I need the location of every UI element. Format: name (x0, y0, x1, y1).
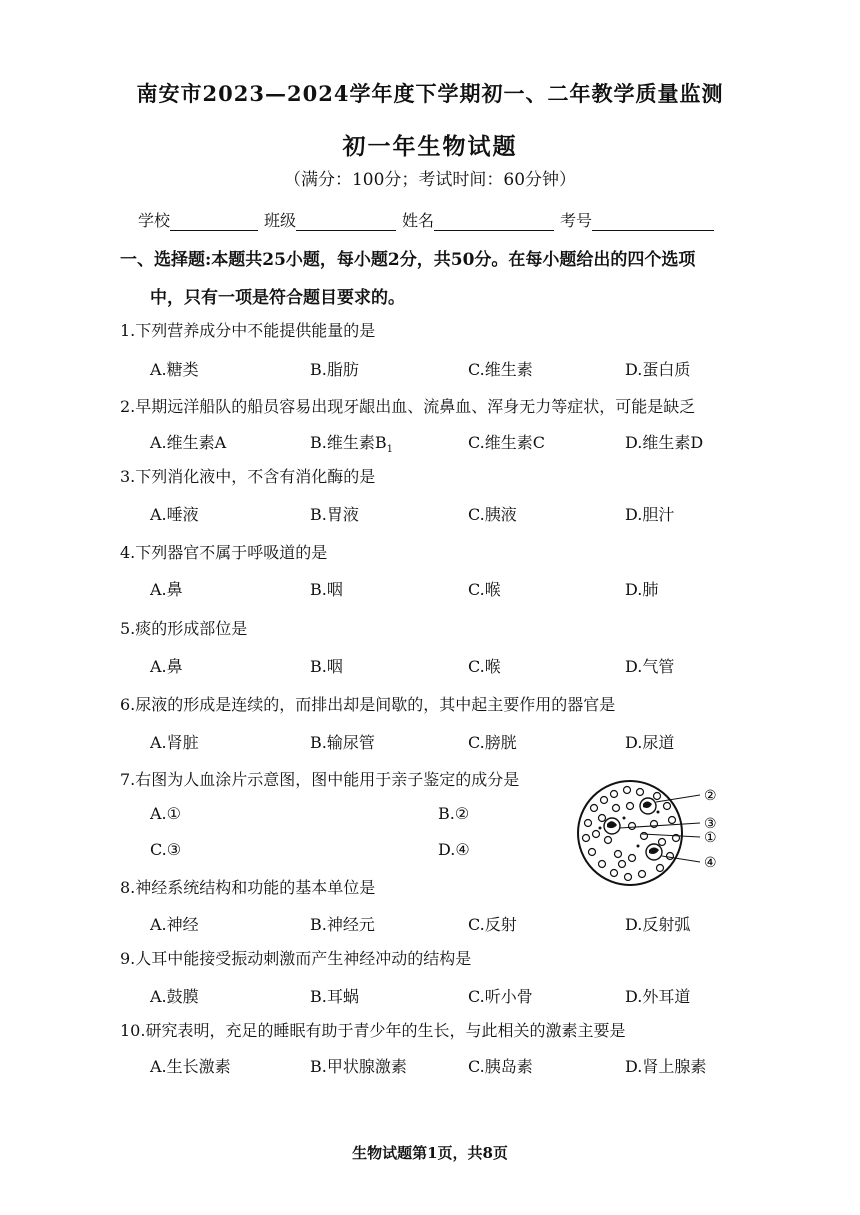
option-c[interactable]: C.胰液 (468, 505, 517, 524)
info-label-name: 姓名 (402, 211, 435, 230)
option-b[interactable] (310, 430, 393, 455)
option-c[interactable]: C.听小骨 (468, 987, 533, 1006)
page-footer: 生物试题第1页，共8页 (352, 1144, 508, 1162)
number-blank[interactable] (592, 212, 714, 231)
option-b[interactable]: B.脂肪 (310, 360, 359, 379)
student-info-line (138, 208, 720, 231)
option-b[interactable]: B.咽 (310, 580, 343, 599)
score-time-note: （满分：100分；考试时间：60分钟） (283, 170, 577, 190)
option-a[interactable]: A.维生素A (150, 433, 227, 452)
section-heading-line1: 一、选择题:本题共25小题，每小题2分，共50分。在每小题给出的四个选项 (120, 250, 696, 270)
option-b-subscript: 1 (386, 444, 393, 456)
option-c[interactable]: C.膀胱 (468, 733, 517, 752)
exam-title: 南安市2023—2024学年度下学期初一、二年教学质量监测 (136, 81, 724, 106)
question-stem: 7.右图为人血涂片示意图，图中能用于亲子鉴定的成分是 (120, 770, 520, 789)
option-c[interactable]: C.胰岛素 (468, 1057, 533, 1076)
option-a[interactable]: A.① (150, 804, 181, 823)
question-stem: 6.尿液的形成是连续的，而排出却是间歇的，其中起主要作用的器官是 (120, 695, 616, 714)
option-d[interactable]: D.维生素D (625, 433, 704, 452)
name-blank[interactable] (434, 212, 554, 231)
question-stem: 2.早期远洋船队的船员容易出现牙龈出血、流鼻血、浑身无力等症状，可能是缺乏 (120, 397, 696, 416)
option-d[interactable]: D.气管 (625, 657, 675, 676)
option-c[interactable]: C.反射 (468, 915, 517, 934)
option-a[interactable]: A.鼻 (150, 580, 183, 599)
option-a[interactable]: A.唾液 (150, 505, 199, 524)
question-stem: 4.下列器官不属于呼吸道的是 (120, 543, 328, 562)
option-b[interactable]: B.咽 (310, 657, 343, 676)
option-d[interactable]: D.肺 (625, 580, 659, 599)
question-stem: 8.神经系统结构和功能的基本单位是 (120, 878, 376, 897)
question-stem: 9.人耳中能接受振动刺激而产生神经冲动的结构是 (120, 949, 472, 968)
smear-field-outline (578, 781, 682, 885)
option-d[interactable]: D.④ (438, 840, 470, 859)
question-stem: 10.研究表明，充足的睡眠有助于青少年的生长，与此相关的激素主要是 (120, 1021, 626, 1040)
option-a[interactable]: A.神经 (150, 915, 199, 934)
option-b[interactable]: B.耳蜗 (310, 987, 359, 1006)
option-b[interactable]: B.胃液 (310, 505, 359, 524)
option-c[interactable]: C.喉 (468, 580, 501, 599)
info-label-class: 班级 (264, 211, 297, 230)
question-stem: 3.下列消化液中，不含有消化酶的是 (120, 467, 376, 486)
option-d[interactable]: D.反射弧 (625, 915, 691, 934)
option-c[interactable]: C.维生素C (468, 433, 546, 452)
class-blank[interactable] (296, 212, 396, 231)
info-label-school: 学校 (138, 211, 171, 230)
option-b[interactable]: B.甲状腺激素 (310, 1057, 407, 1076)
option-b-text: B.维生素B (310, 433, 387, 452)
option-d[interactable]: D.蛋白质 (625, 360, 691, 379)
option-a[interactable]: A.糖类 (150, 360, 199, 379)
option-d[interactable]: D.外耳道 (625, 987, 691, 1006)
subject-title: 初一年生物试题 (342, 133, 518, 160)
option-d[interactable]: D.胆汁 (625, 505, 675, 524)
school-blank[interactable] (170, 212, 258, 231)
section-heading-line2: 中，只有一项是符合题目要求的。 (150, 288, 405, 308)
info-label-number: 考号 (560, 211, 593, 230)
option-b[interactable]: B.② (438, 804, 470, 823)
option-c[interactable]: C.喉 (468, 657, 501, 676)
option-b[interactable]: B.神经元 (310, 915, 375, 934)
question-stem: 5.痰的形成部位是 (120, 619, 248, 638)
question-stem: 1.下列营养成分中不能提供能量的是 (120, 321, 376, 340)
figure-label-1: ① (704, 830, 717, 846)
figure-label-4: ④ (704, 855, 717, 871)
option-c[interactable]: C.维生素 (468, 360, 533, 379)
option-a[interactable]: A.肾脏 (150, 733, 199, 752)
option-a[interactable]: A.鼻 (150, 657, 183, 676)
option-a[interactable]: A.生长激素 (150, 1057, 231, 1076)
figure-label-3: ③ (704, 816, 717, 832)
option-c[interactable]: C.③ (150, 840, 182, 859)
option-b[interactable]: B.输尿管 (310, 733, 375, 752)
option-a[interactable]: A.鼓膜 (150, 987, 199, 1006)
option-d[interactable]: D.肾上腺素 (625, 1057, 707, 1076)
figure-label-2: ② (704, 788, 717, 804)
option-d[interactable]: D.尿道 (625, 733, 675, 752)
blood-smear-figure (572, 778, 732, 888)
